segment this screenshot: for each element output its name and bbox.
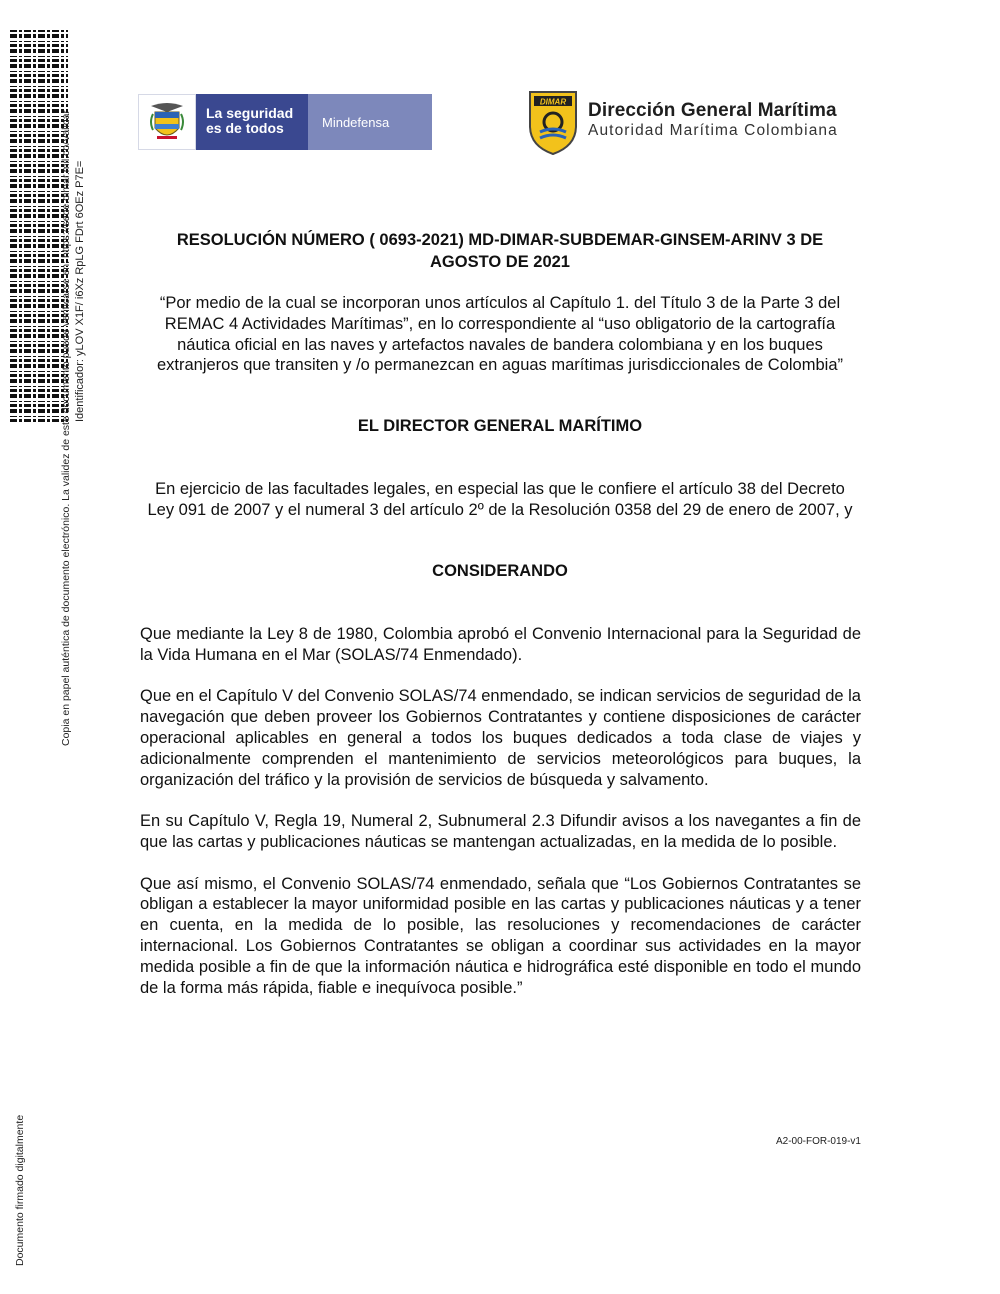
- dimar-logo: [526, 88, 866, 156]
- resolution-subject: “Por medio de la cual se incorporan unos artículos al Capítulo 1. del Título 3 de la Parte 3 del REMAC 4 Actividades Marítimas”, en lo correspondiente al “uso obligatorio de la cartografía náutica oficial en las naves y artefactos navales de bandera colombiana y en los buques extranjeros que transiten y /o permanezcan en aguas marítimas jurisdiccionales de Colombia”: [156, 294, 843, 375]
- ministry-name: Mindefensa: [308, 94, 432, 150]
- dimar-shield-text: DIMAR: [539, 97, 567, 107]
- government-slogan: La seguridad es de todos: [196, 94, 308, 150]
- validation-note: Copia en papel auténtica de documento electrónico. La validez de este documento puede verificarse en: https://sede.dimar.mil.co/Validar: [60, 109, 72, 746]
- paragraph: Que así mismo, el Convenio SOLAS/74 enmendado, señala que “Los Gobiernos Contratantes se obligan a establecer la mayor uniformidad posible en las cartas y publicaciones náuticas y a tener en cuenta, en la medida de lo posible, las resoluciones y recomendaciones de carácter internacional. Los Gobiernos Contratantes se obligan a coordinar sus actividades en la mayor medida posible a fin de que la información náutica e hidrográfica esté disponible en todo el mundo de la forma más rápida, fiable e inequívoca posible.”: [140, 874, 861, 997]
- dimar-name: Dirección General Marítima: [588, 100, 837, 121]
- considerations-body: [140, 624, 861, 1019]
- resolution-title: RESOLUCIÓN NÚMERO ( 0693-2021) MD-DIMAR-SUBDEMAR-GINSEM-ARINV 3 DE AGOSTO DE 2021: [176, 231, 824, 271]
- form-code: A2-00-FOR-019-v1: [775, 1136, 861, 1147]
- dimar-subtitle: Autoridad Marítima Colombiana: [588, 122, 838, 139]
- colombia-crest-icon: [138, 94, 196, 150]
- dimar-shield-icon: [526, 88, 580, 156]
- preamble-text: En ejercicio de las facultades legales, en especial las que le confiere el artículo 38 del Decreto Ley 091 de 2007 y el numeral 3 del artículo 2º de la Resolución 0358 del 29 de enero de 2007, y: [147, 480, 853, 519]
- considerando-heading: CONSIDERANDO: [432, 562, 568, 580]
- digital-signature-note: Documento firmado digitalmente: [14, 1114, 26, 1266]
- director-heading: EL DIRECTOR GENERAL MARÍTIMO: [357, 417, 643, 435]
- paragraph: Que en el Capítulo V del Convenio SOLAS/74 enmendado, se indican servicios de seguridad de la navegación que deben proveer los Gobiernos Contratantes y contiene disposiciones de carácter operacional aplicables en general a todos los buques dedicados a toda clase de viajes y adicionalmente comprenden el mantenimiento de servicios meteorológicos para buques, la organización del tráfico y la provisión de servicios de búsqueda y salvamento.: [140, 687, 861, 789]
- document-identifier: Identificador: yLOV X1F/ i6Xz RpLG FDrt 6OEz P7E=: [74, 160, 86, 422]
- paragraph: En su Capítulo V, Regla 19, Numeral 2, Subnumeral 2.3 Difundir avisos a los navegantes a fin de que las cartas y publicaciones náuticas se mantengan actualizadas, en la medida de lo posible.: [140, 812, 861, 851]
- paragraph: Que mediante la Ley 8 de 1980, Colombia aprobó el Convenio Internacional para la Seguridad de la Vida Humana en el Mar (SOLAS/74 Enmendado).: [140, 625, 861, 664]
- government-logo: [138, 94, 432, 150]
